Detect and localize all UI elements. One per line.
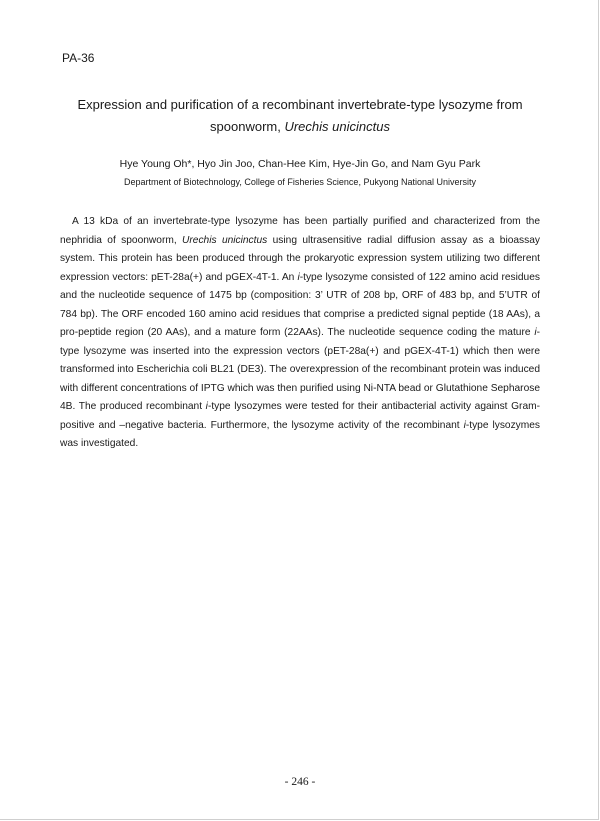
page-number: - 246 - — [284, 776, 316, 788]
abstract-text: -type lysozyme was inserted into the expression vectors (pET-28a(+) and pGEX-4T-1) which then were transformed into Escherichia coli BL21 (DE3). The overexpression of the recombinant protein was induced with different concentrations of IPTG which was then purified using Ni-NTA bead or Glutathione Sepharose 4B. The produced recombinant — [60, 327, 540, 412]
author-list: Hye Young Oh*, Hyo Jin Joo, Chan-Hee Kim, Hye-Jin Go, and Nam Gyu Park — [119, 158, 481, 170]
abstract-text: -type lysozymes were tested for their antibacterial activity against Gram-positive and –negative bacteria. Furthermore, the lysozyme activity of the recombinant — [60, 401, 540, 431]
abstract-text: A 13 kDa of an invertebrate-type lysozyme has been partially purified and characterized from the nephridia of spoonworm, — [60, 216, 540, 246]
abstract-text: using ultrasensitive radial diffusion assay as a bioassay system. This protein has been produced through the prokaryotic expression system utilizing two different expression vectors: pET-28a(+) and pGEX-4T-1. An — [60, 234, 540, 283]
abstract-paragraph — [60, 213, 540, 454]
abstract-italic: i — [534, 327, 537, 338]
abstract-species: Urechis unicinctus — [182, 234, 268, 246]
abstract-italic: i — [463, 419, 466, 431]
abstract-code: PA-36 — [62, 51, 95, 65]
paper-title — [60, 94, 540, 138]
affiliation: Department of Biotechnology, College of Fisheries Science, Pukyong National University — [123, 177, 476, 187]
abstract-text: -type lysozyme consisted of 122 amino acid residues and the nucleotide sequence of 1475 bp (composition: 3’ UTR of 208 bp, ORF of 483 bp, and 5’UTR of 784 bp). The ORF encoded 160 amino acid residues that comprise a predicted signal peptide (18 AAs), a pro-peptide region (20 AAs), and a mature form (22AAs). The nucleotide sequence coding the mature — [60, 271, 540, 338]
abstract-italic: i — [297, 271, 300, 283]
title-species: Urechis unicinctus — [284, 119, 390, 134]
abstract-text: -type lysozymes was investigated. — [60, 419, 541, 449]
title-text: Expression and purification of a recombinant invertebrate-type lysozyme from spoonworm, — [77, 97, 523, 134]
abstract-body — [60, 213, 540, 454]
abstract-italic: i — [205, 401, 208, 412]
